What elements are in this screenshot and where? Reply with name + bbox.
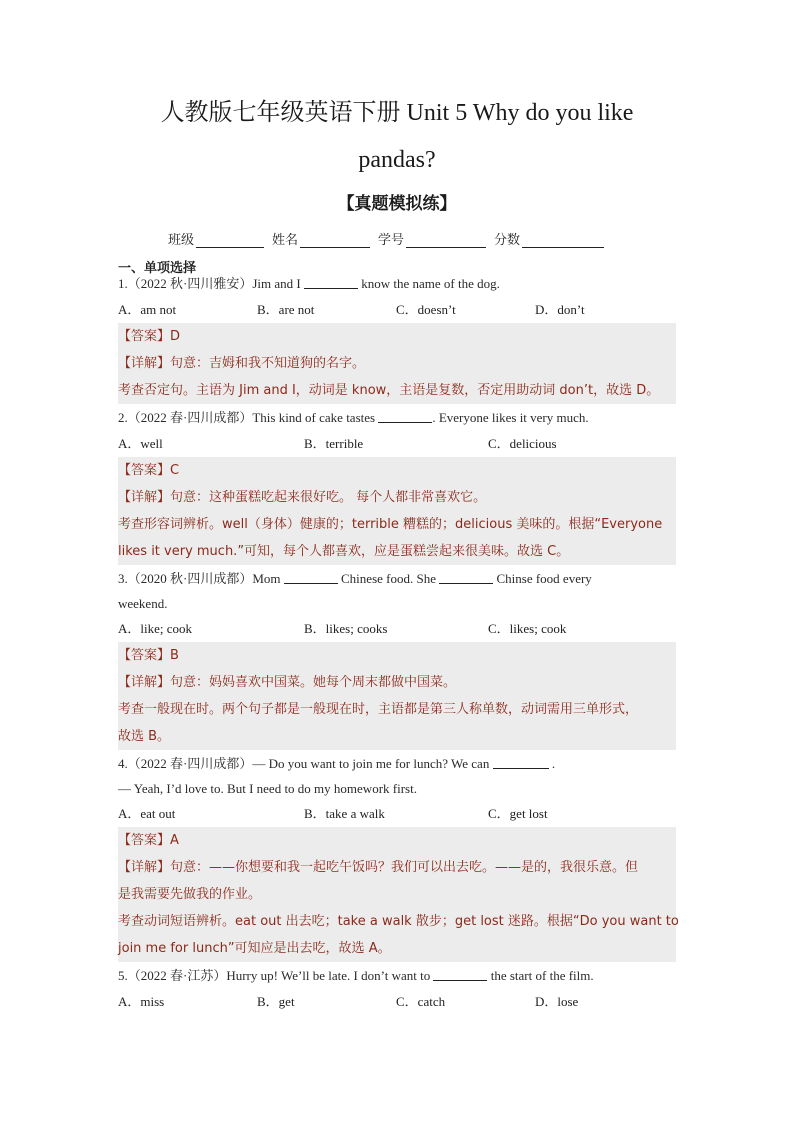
- answer-box: [118, 827, 679, 962]
- answer-label: 【答案】D: [118, 329, 181, 344]
- question-stem: 5.（2022 春·江苏）Hurry up! We’ll be late. I don’t want to the start of the film.: [118, 968, 594, 983]
- question-list: [118, 270, 679, 1015]
- option-c: C．delicious: [488, 436, 557, 451]
- answer-label: 【答案】B: [118, 648, 179, 663]
- options-row: [118, 616, 676, 642]
- answer-label: 【答案】C: [118, 463, 180, 478]
- options-row: [118, 431, 676, 457]
- option-b: B．get: [257, 994, 295, 1009]
- option-c: C．get lost: [488, 806, 548, 821]
- class-field: [168, 229, 264, 248]
- detail-line: 故选 B。: [118, 729, 171, 744]
- id-label: 学号: [378, 233, 405, 248]
- question-stem-continued: — Yeah, I’d love to. But I need to do my homework first.: [118, 781, 417, 796]
- detail-line: 考查动词短语辨析。eat out 出去吃；take a walk 散步；get lost 迷路。根据“Do you want to: [118, 914, 679, 929]
- answer-box: [118, 323, 676, 404]
- name-blank[interactable]: [300, 234, 370, 248]
- document-subtitle: 【真题模拟练】: [337, 194, 457, 214]
- option-b: B．likes; cooks: [304, 621, 388, 636]
- class-blank[interactable]: [196, 234, 264, 248]
- class-label: 班级: [168, 233, 195, 248]
- option-b: B．take a walk: [304, 806, 385, 821]
- option-a: A．miss: [118, 994, 165, 1009]
- answer-label: 【答案】A: [118, 833, 179, 848]
- detail-line: 是我需要先做我的作业。: [118, 887, 262, 902]
- detail-line: likes it very much.”可知，每个人都喜欢，应是蛋糕尝起来很美味。故选 C。: [118, 544, 570, 559]
- answer-box: [118, 457, 676, 565]
- answer-blank: [378, 410, 432, 423]
- detail-line: 考查否定句。主语为 Jim and I，动词是 know，主语是复数，否定用助动词 don’t，故选 D。: [118, 383, 660, 398]
- answer-blank: [493, 756, 549, 769]
- question-stem: 2.（2022 春·四川成都）This kind of cake tastes . Everyone likes it very much.: [118, 410, 589, 425]
- id-blank[interactable]: [406, 234, 486, 248]
- option-b: B．terrible: [304, 436, 364, 451]
- score-label: 分数: [494, 233, 521, 248]
- options-row: [118, 989, 676, 1015]
- option-d: D．lose: [535, 994, 579, 1009]
- name-field: [272, 229, 370, 248]
- section-heading: 一、单项选择: [118, 261, 197, 276]
- option-c: C．likes; cook: [488, 621, 567, 636]
- detail-line: 【详解】句意：——你想要和我一起吃午饭吗？我们可以出去吃。——是的，我很乐意。但: [118, 860, 639, 875]
- option-b: B．are not: [257, 302, 315, 317]
- option-a: A．like; cook: [118, 621, 193, 636]
- answer-blank: [433, 968, 487, 981]
- question-stem-continued: weekend.: [118, 596, 168, 611]
- option-d: D．don’t: [535, 302, 585, 317]
- option-a: A．am not: [118, 302, 177, 317]
- option-c: C．catch: [396, 994, 446, 1009]
- option-a: A．eat out: [118, 806, 176, 821]
- answer-box: [118, 642, 676, 750]
- detail-line: 考查形容词辨析。well（身体）健康的；terrible 糟糕的；delicious 美味的。根据“Everyone: [118, 517, 663, 532]
- answer-blank: [439, 571, 493, 584]
- question-stem: 3.（2020 秋·四川成都）Mom Chinese food. She Chinse food every: [118, 571, 592, 586]
- detail-line: join me for lunch”可知应是出去吃，故选 A。: [118, 941, 391, 956]
- score-field: [494, 229, 604, 248]
- detail-line: 【详解】句意：吉姆和我不知道狗的名字。: [118, 356, 366, 371]
- name-label: 姓名: [272, 233, 299, 248]
- detail-line: 【详解】句意：妈妈喜欢中国菜。她每个周末都做中国菜。: [118, 675, 457, 690]
- answer-blank: [284, 571, 338, 584]
- document-title-line-1: 人教版七年级英语下册 Unit 5 Why do you like: [160, 100, 634, 126]
- option-c: C．doesn’t: [396, 302, 456, 317]
- question-stem: 1.（2022 秋·四川雅安）Jim and I know the name of the dog.: [118, 276, 500, 291]
- score-blank[interactable]: [522, 234, 604, 248]
- id-field: [378, 229, 486, 248]
- detail-line: 考查一般现在时。两个句子都是一般现在时，主语都是第三人称单数，动词需用三单形式，: [118, 702, 639, 717]
- options-row: [118, 297, 676, 323]
- answer-blank: [304, 276, 358, 289]
- question-stem: 4.（2022 春·四川成都）— Do you want to join me for lunch? We can .: [118, 756, 556, 771]
- detail-line: 【详解】句意：这种蛋糕吃起来很好吃。 每个人都非常喜欢它。: [118, 490, 487, 505]
- document-title-line-2: pandas?: [358, 147, 436, 173]
- options-row: [118, 801, 676, 827]
- option-a: A．well: [118, 436, 163, 451]
- student-info-row: [168, 229, 638, 248]
